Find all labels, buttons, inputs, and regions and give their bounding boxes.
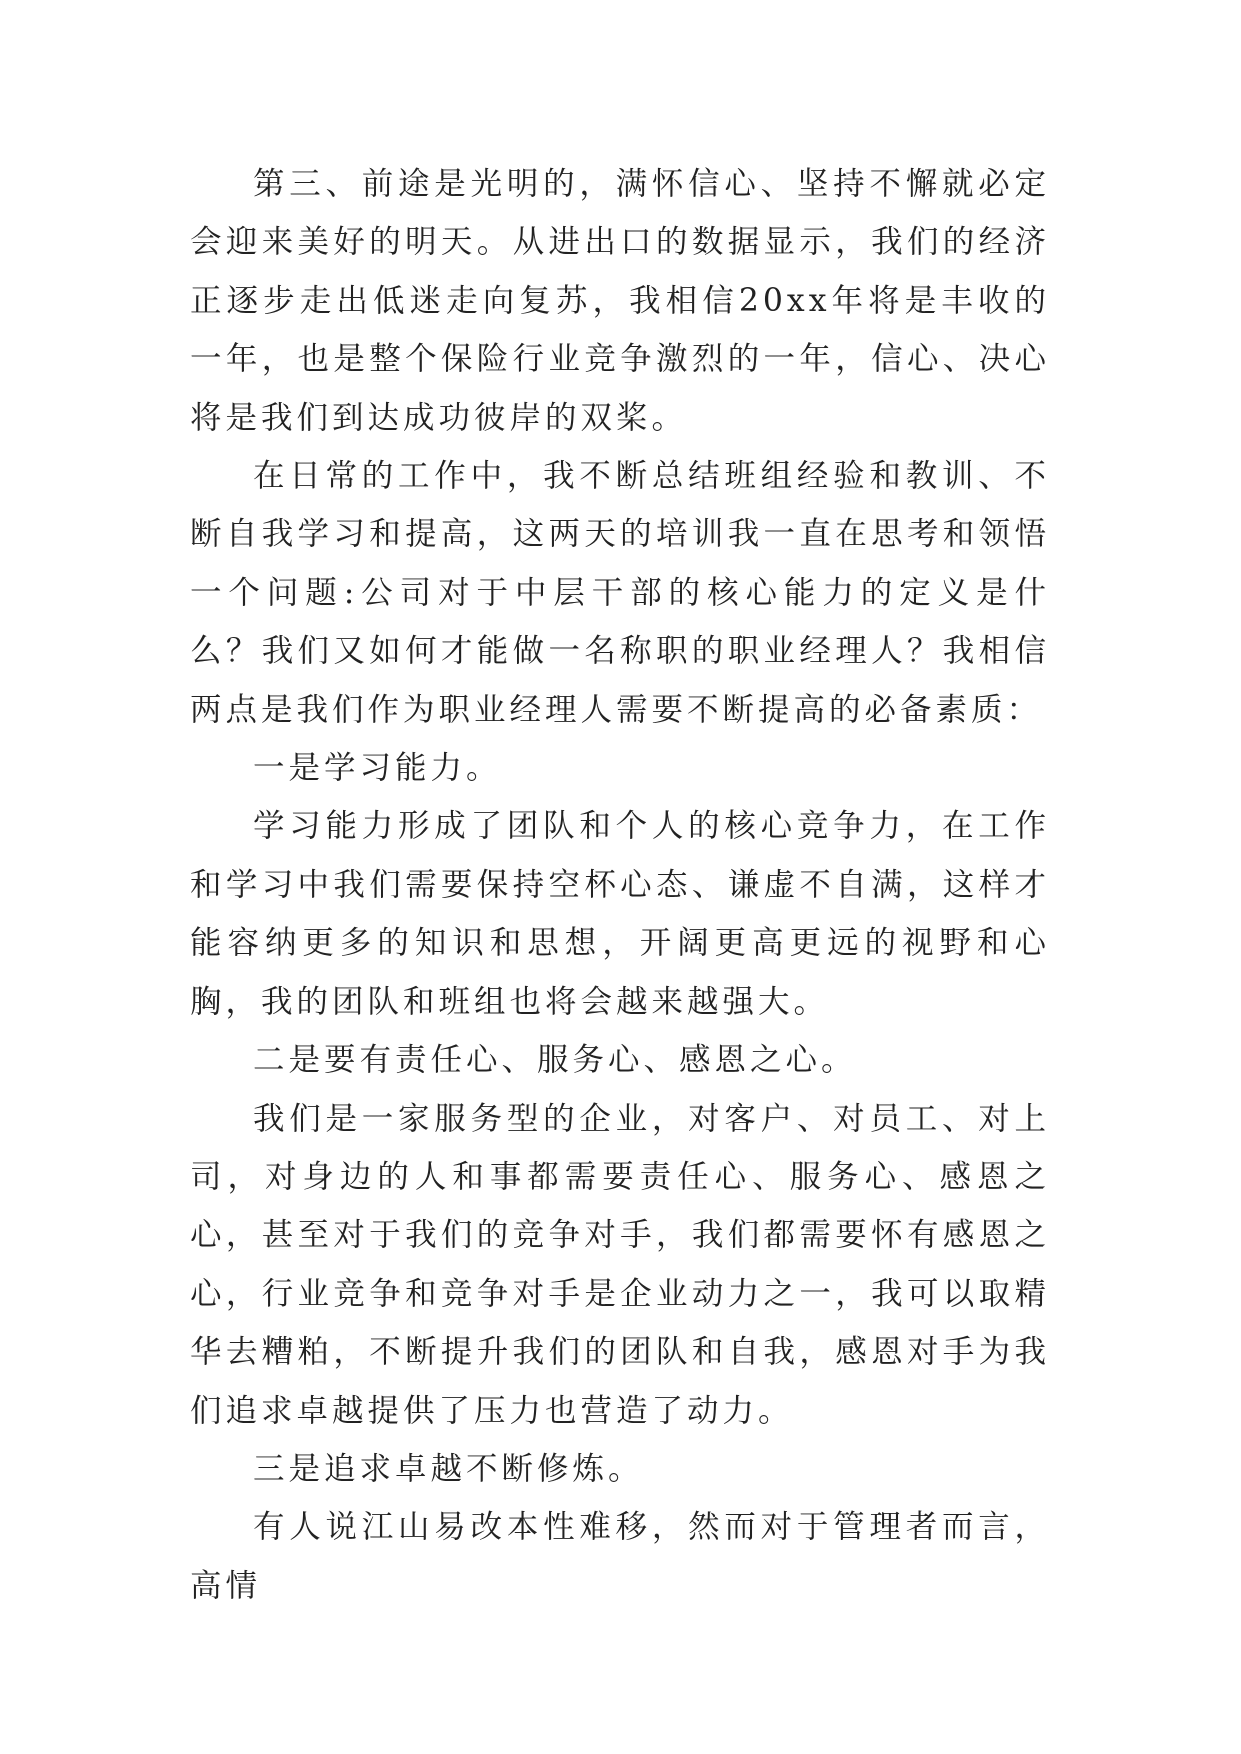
paragraph-6: 我们是一家服务型的企业，对客户、对员工、对上司，对身边的人和事都需要责任心、服务心、感恩之心，甚至对于我们的竞争对手，我们都需要怀有感恩之心，行业竞争和竞争对手是企业动力之一，我可以取精华去糟粕，不断提升我们的团队和自我，感恩对手为我们追求卓越提供了压力也营造了动力。 — [190, 1100, 1050, 1429]
document-body — [190, 155, 1050, 1615]
paragraph-3: 一是学习能力。 — [253, 750, 502, 787]
paragraph-1: 第三、前途是光明的，满怀信心、坚持不懈就必定会迎来美好的明天。从进出口的数据显示，我们的经济正逐步走出低迷走向复苏，我相信20xx年将是丰收的一年，也是整个保险行业竞争激烈的一年，信心、决心将是我们到达成功彼岸的双桨。 — [190, 166, 1050, 436]
paragraph-2: 在日常的工作中，我不断总结班组经验和教训、不断自我学习和提高，这两天的培训我一直在思考和领悟一个问题:公司对于中层干部的核心能力的定义是什么？我们又如何才能做一名称职的职业经理人？我相信两点是我们作为职业经理人需要不断提高的必备素质： — [190, 458, 1050, 728]
paragraph-7: 三是追求卓越不断修炼。 — [253, 1450, 644, 1487]
paragraph-8: 有人说江山易改本性难移，然而对于管理者而言，高情 — [190, 1509, 1050, 1604]
paragraph-5: 二是要有责任心、服务心、感恩之心。 — [253, 1042, 857, 1079]
paragraph-4: 学习能力形成了团队和个人的核心竞争力，在工作和学习中我们需要保持空杯心态、谦虚不自满，这样才能容纳更多的知识和思想，开阔更高更远的视野和心胸，我的团队和班组也将会越来越强大。 — [190, 808, 1050, 1020]
